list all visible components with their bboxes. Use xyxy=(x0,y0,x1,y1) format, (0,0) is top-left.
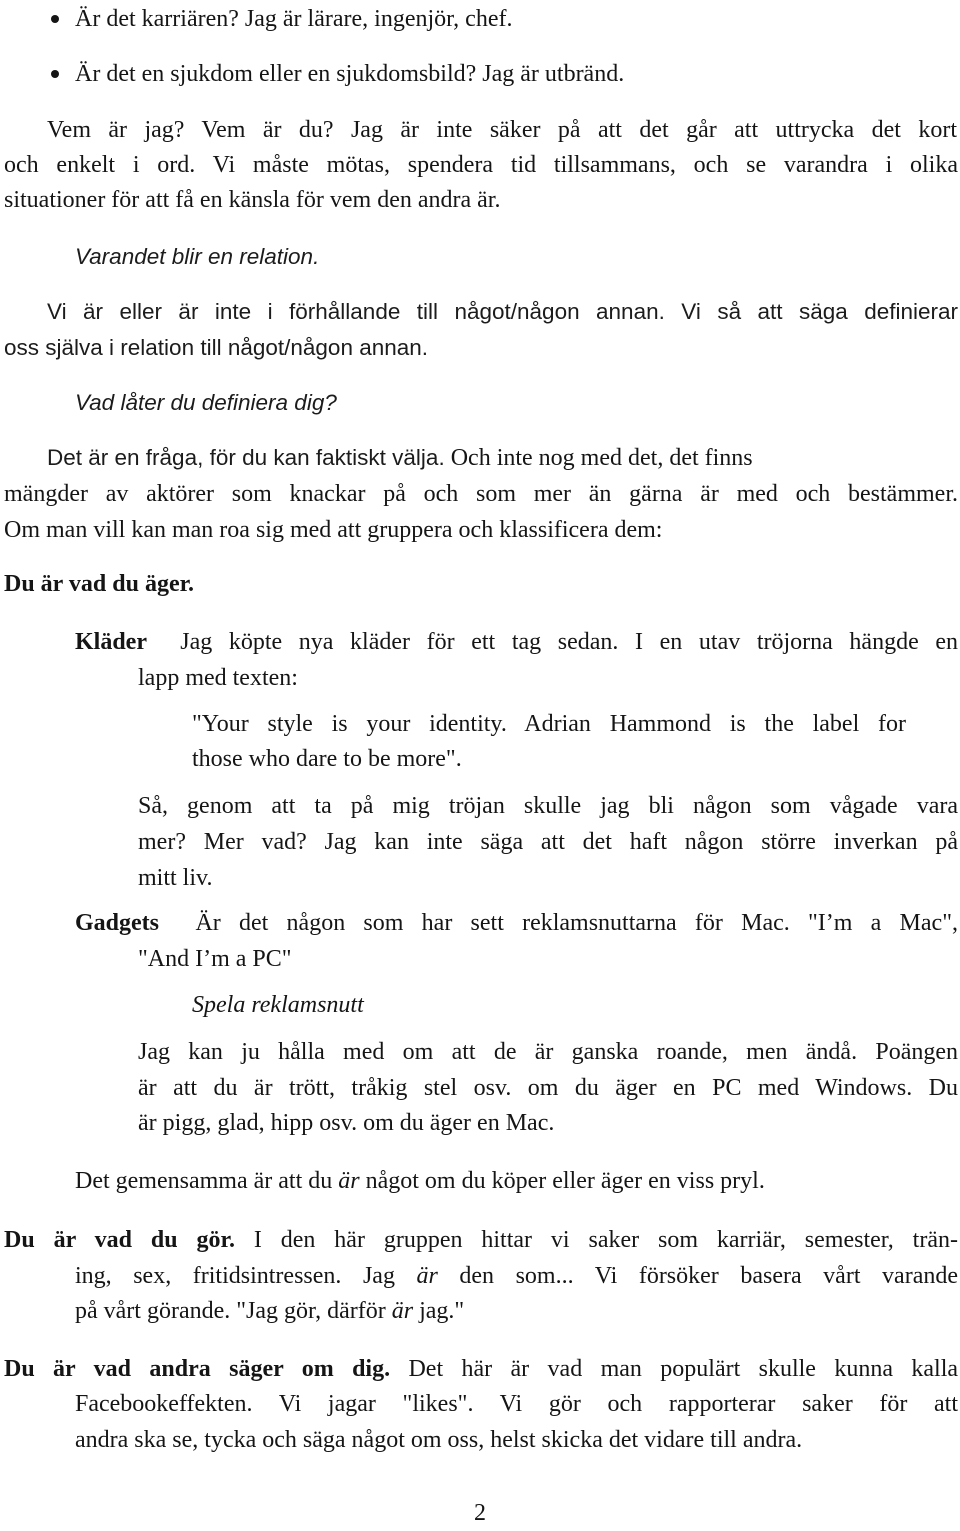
others-text: Det här är vad man populärt skulle kunna kalla xyxy=(390,1356,959,1382)
choice-sans-text: Det är en fråga, för du kan faktiskt välja. xyxy=(47,445,445,470)
quote-relation: Varandet blir en relation. xyxy=(75,244,320,269)
paragraph-line xyxy=(75,1293,464,1329)
paragraph-line xyxy=(4,1222,958,1258)
paragraph-line xyxy=(75,1163,765,1199)
paragraph-line xyxy=(4,1351,958,1387)
description-line: är att du är trött, tråkig stel osv. om du äger en PC med Windows. Du xyxy=(138,1075,958,1101)
paragraph-line: Vi är eller är inte i förhållande till något/någon annan. Vi så att säga definierar xyxy=(47,299,958,324)
quote-line: those who dare to be more". xyxy=(192,746,462,772)
heading-does: Du är vad du gör. xyxy=(4,1227,235,1253)
bullet-dot xyxy=(51,70,59,78)
does-emph: är xyxy=(391,1298,414,1324)
choice-serif-text: Och inte nog med det, det finns xyxy=(444,445,753,471)
paragraph-line xyxy=(47,440,958,476)
page-number: 2 xyxy=(474,1500,486,1526)
question: Vad låter du definiera dig? xyxy=(75,390,337,415)
section-heading xyxy=(4,566,194,602)
bullet-dot xyxy=(51,15,59,23)
note-play-ad: Spela reklamsnutt xyxy=(192,992,364,1018)
term-klader: Kläder xyxy=(75,629,147,655)
paragraph-line: mängder av aktörer som knackar på och som mer än gärna är med och bestämmer. xyxy=(4,481,958,507)
description-line: Jag kan ju hålla med om att de är ganska roande, men ändå. Poängen xyxy=(138,1039,958,1065)
note-line xyxy=(192,987,364,1023)
does-emph: är xyxy=(416,1263,438,1289)
paragraph-line: oss själva i relation till något/någon annan. xyxy=(4,335,429,360)
description-line: mer? Mer vad? Jag kan inte säga att det haft någon större inverkan på xyxy=(138,829,958,855)
description-line: lapp med texten: xyxy=(138,665,298,691)
quote-line: "Your style is your identity. Adrian Hammond is the label for xyxy=(192,711,906,737)
does-text: jag." xyxy=(413,1298,465,1324)
paragraph-line: Vem är jag? Vem är du? Jag är inte säker på att det går att uttrycka det kort xyxy=(47,117,957,143)
paragraph-line: och enkelt i ord. Vi måste mötas, spendera tid tillsammans, och se varandra i olika xyxy=(4,152,958,178)
description-line: "And I’m a PC" xyxy=(138,946,292,972)
description-line xyxy=(75,624,958,660)
gadgets-text: Är det någon som har sett reklamsnuttarna för Mac. "I’m a Mac", xyxy=(195,910,958,936)
does-text: ing, sex, fritidsintressen. Jag xyxy=(75,1263,417,1289)
description-line: är pigg, glad, hipp osv. om du äger en Mac. xyxy=(138,1110,555,1136)
paragraph-line: Facebookeffekten. Vi jagar "likes". Vi gör och rapporterar saker för att xyxy=(75,1391,958,1417)
paragraph-line: Om man vill kan man roa sig med att gruppera och klassificera dem: xyxy=(4,517,663,543)
does-text: den som... Vi försöker basera vårt varande xyxy=(437,1263,958,1289)
paragraph-line: situationer för att få en känsla för vem den andra är. xyxy=(4,187,501,213)
term-gadgets: Gadgets xyxy=(75,910,159,936)
clothes-text: Jag köpte nya kläder för ett tag sedan. I en utav tröjorna hängde en xyxy=(180,629,958,655)
paragraph-line: andra ska se, tycka och säga något om oss, helst skicka det vidare till andra. xyxy=(75,1427,803,1453)
bullet-item: Är det en sjukdom eller en sjukdomsbild? Jag är utbränd. xyxy=(75,61,625,87)
description-line xyxy=(75,905,958,941)
heading-others: Du är vad andra säger om dig. xyxy=(4,1356,391,1382)
description-line: mitt liv. xyxy=(138,865,213,891)
paragraph-line xyxy=(75,1258,958,1294)
does-text: I den här gruppen hittar vi saker som karriär, semester, trän- xyxy=(234,1227,958,1253)
common-text: något om du köper eller äger en viss pryl. xyxy=(359,1168,765,1194)
bullet-item: Är det karriären? Jag är lärare, ingenjör, chef. xyxy=(75,6,513,32)
does-text: på vårt görande. "Jag gör, därför xyxy=(75,1298,392,1324)
common-text: Det gemensamma är att du xyxy=(75,1168,339,1194)
heading-owns: Du är vad du äger. xyxy=(4,571,195,597)
common-emph: är xyxy=(338,1168,360,1194)
description-line: Så, genom att ta på mig tröjan skulle jag bli någon som vågade vara xyxy=(138,793,958,819)
